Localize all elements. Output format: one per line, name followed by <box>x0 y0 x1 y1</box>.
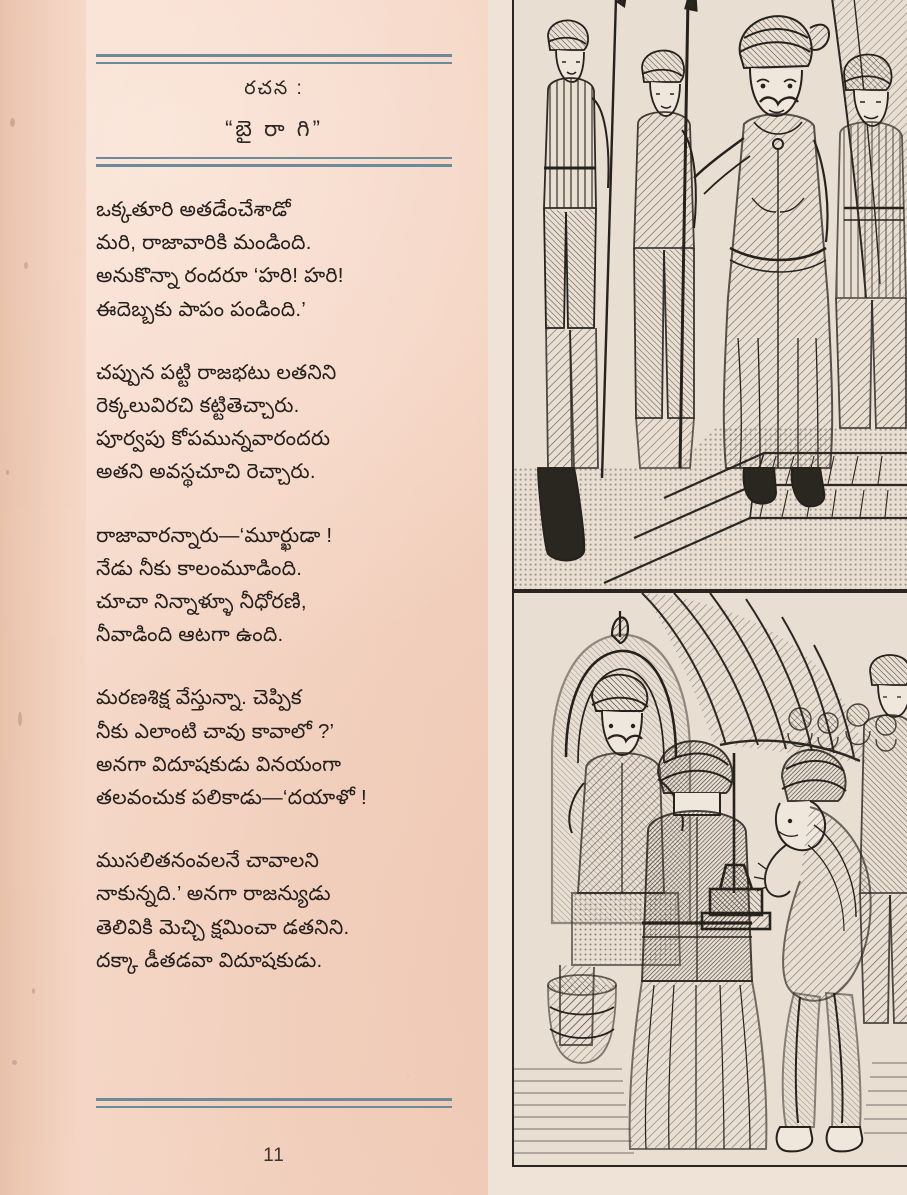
poem-line: చూచా నిన్నాళ్ళూ నీధోరణి, <box>96 590 307 614</box>
poem-line: ఒక్కతూరి అతడేంచేశాడో <box>96 198 291 221</box>
divider-rule-bottom-2 <box>96 1106 452 1108</box>
illustration-column <box>488 0 907 1195</box>
illustration-top-panel <box>512 0 907 591</box>
poem-line: నీవాడింది ఆటగా ఉంది. <box>96 623 284 647</box>
poem-line: అనగా విదూషకుడు వినయంగా <box>96 752 342 776</box>
poem-stanza <box>96 356 452 489</box>
poem-line: నీకు ఎలాంటి చావు కావాలో ?’ <box>96 719 335 743</box>
poem-line: చప్పున పట్టి రాజభటు లతనిని <box>96 360 337 384</box>
poem-line: తలవంచుక పలికాడు—‘దయాళో ! <box>96 786 367 810</box>
poem-stanza <box>96 844 452 977</box>
poem-line: మరణశిక్ష వేస్తున్నా. చెప్పిక <box>96 686 302 710</box>
article-text-column <box>96 54 452 1119</box>
poem-line: అనుకొన్నా రందరూ ‘హరి! హరి! <box>96 264 344 288</box>
poem-stanza <box>96 519 452 652</box>
poem-line: నేడు నీకు కాలంమూడింది. <box>96 556 303 580</box>
byline <box>96 64 452 157</box>
poem-line: మరి, రాజావారికి మండింది. <box>96 231 312 255</box>
royal-court-scene-svg <box>514 0 907 589</box>
poem-body <box>96 193 452 977</box>
jester-before-throne-scene-svg <box>514 593 907 1165</box>
illustration-bottom-panel <box>512 591 907 1167</box>
poem-line: రాజావారన్నారు—‘మూర్ఖుడా ! <box>96 523 333 547</box>
rule-group-under-byline <box>96 157 452 167</box>
page-left-margin <box>0 0 86 1195</box>
poem-line: అతని అవస్థచూచి రెచ్చారు. <box>96 460 316 484</box>
poem-line: నాకున్నది.’ అనగా రాజన్యుడు <box>96 882 331 906</box>
poem-line: రెక్కలువిరచి కట్టితెచ్చారు. <box>96 394 300 418</box>
poem-line: పూర్వపు కోపమున్నవారందరు <box>96 427 331 451</box>
poem-stanza <box>96 193 452 326</box>
poem-line: ముసలితనంవలనే చావాలని <box>96 849 320 873</box>
poem-line: ఈదెబ్బకు పాపం పండింది.’ <box>96 297 307 321</box>
poem-line: తెలివికి మెచ్చి క్షమించా డతనిని. <box>96 915 350 939</box>
byline-author: “బై రా గి” <box>225 116 323 141</box>
divider-rule-mid-2 <box>96 164 452 167</box>
bottom-rule-group <box>96 1098 452 1108</box>
poem-line: దక్కా డీతడవా విదూషకుడు. <box>96 948 323 972</box>
byline-label: రచన : <box>244 78 304 99</box>
poem-stanza <box>96 681 452 814</box>
top-rule-group <box>96 54 452 64</box>
page-number: 11 <box>263 1145 285 1166</box>
